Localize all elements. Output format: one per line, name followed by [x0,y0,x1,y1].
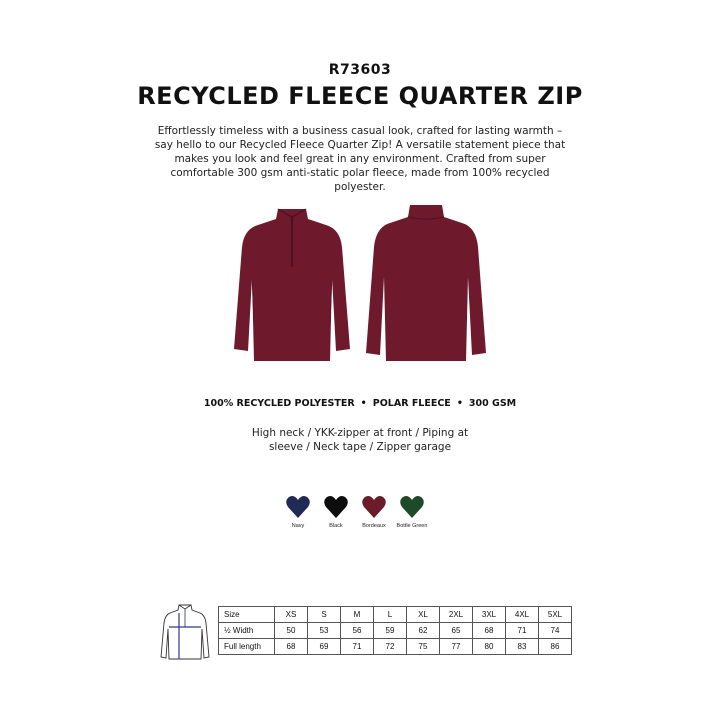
value-cell: 50 [275,623,308,639]
size-cell: XL [407,607,440,623]
product-description: Effortlessly timeless with a business casual look, crafted for lasting warmth – say hello to our Recycled Fleece Quarter Zip! A versatile statement piece that makes you look and feel great in any environment. Crafted from super comfortable 300 gsm anti-static polar fleece, made from 100% recycled polyester. [154,125,566,193]
color-swatches [279,494,431,529]
product-features: High neck / YKK-zipper at front / Piping at sleeve / Neck tape / Zipper garage [251,427,469,453]
size-cell: XS [275,607,308,623]
value-cell: 86 [539,639,572,655]
measurement-diagram-icon [160,603,210,661]
swatch-label: Bordeaux [362,523,386,529]
product-code: R73603 [328,62,392,78]
value-cell: 75 [407,639,440,655]
value-cell: 62 [407,623,440,639]
value-cell: 74 [539,623,572,639]
size-cell: 5XL [539,607,572,623]
value-cell: 65 [440,623,473,639]
table-row [219,623,572,639]
product-title: RECYCLED FLEECE QUARTER ZIP [137,82,583,110]
swatch-label: Navy [291,523,305,529]
value-cell: 59 [374,623,407,639]
spec-material: 100% RECYCLED POLYESTER [203,398,355,409]
heart-icon [323,494,349,520]
size-cell: S [308,607,341,623]
value-cell: 71 [506,623,539,639]
size-table [218,606,572,655]
swatch-bordeaux[interactable] [355,494,393,529]
swatch-navy[interactable] [279,494,317,529]
swatch-black[interactable] [317,494,355,529]
value-cell: 68 [473,623,506,639]
value-cell: 72 [374,639,407,655]
size-header: Size [219,607,275,623]
value-cell: 68 [275,639,308,655]
spec-line [0,398,720,409]
spec-separator: • [360,398,367,409]
heart-icon [285,494,311,520]
value-cell: 69 [308,639,341,655]
spec-fabric: POLAR FLEECE [372,398,451,409]
size-cell: 2XL [440,607,473,623]
value-cell: 77 [440,639,473,655]
swatch-bottle-green[interactable] [393,494,431,529]
swatch-label: Bottle Green [396,523,428,529]
row-label: ½ Width [219,623,275,639]
table-row [219,607,572,623]
size-cell: M [341,607,374,623]
value-cell: 53 [308,623,341,639]
heart-icon [361,494,387,520]
swatch-label: Black [329,523,343,529]
heart-icon [399,494,425,520]
size-cell: L [374,607,407,623]
garment-back-image [362,203,490,365]
garment-front-image [228,203,356,365]
spec-separator: • [456,398,463,409]
size-cell: 4XL [506,607,539,623]
row-label: Full length [219,639,275,655]
value-cell: 56 [341,623,374,639]
value-cell: 80 [473,639,506,655]
spec-weight: 300 GSM [468,398,517,409]
table-row [219,639,572,655]
value-cell: 83 [506,639,539,655]
value-cell: 71 [341,639,374,655]
size-cell: 3XL [473,607,506,623]
